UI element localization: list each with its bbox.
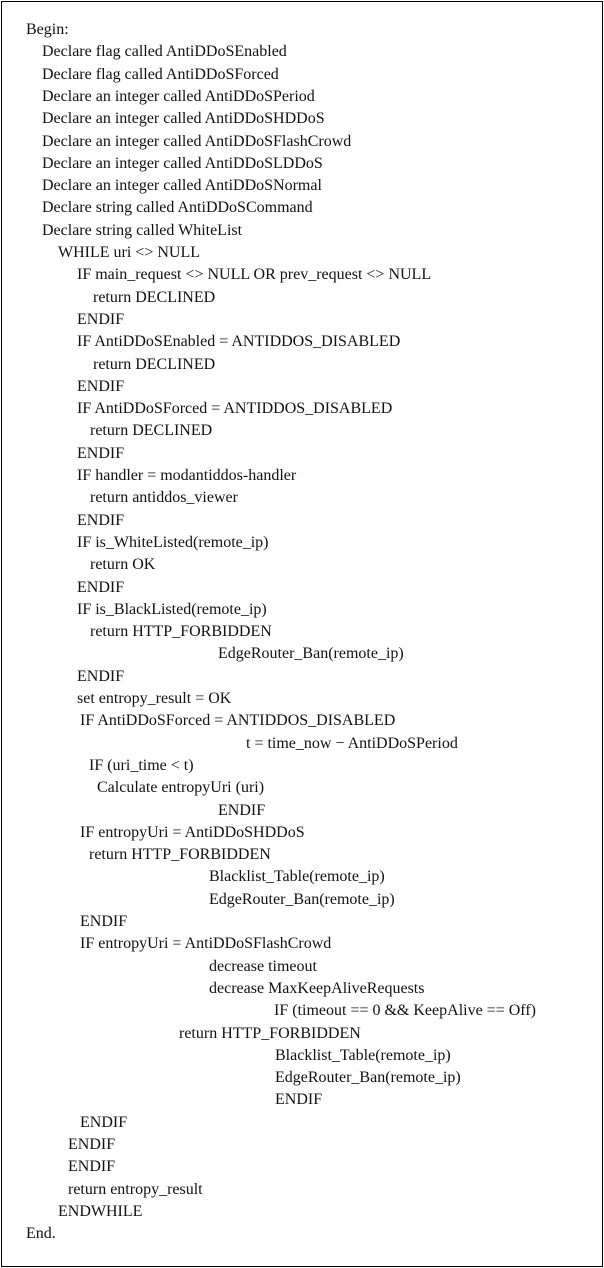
code-line: t = time_now − AntiDDoSPeriod <box>246 735 458 752</box>
code-line: End. <box>26 1225 56 1242</box>
code-line: return HTTP_FORBIDDEN <box>89 846 271 863</box>
code-line: Blacklist_Table(remote_ip) <box>275 1047 451 1064</box>
pseudocode-listing <box>2 2 602 1266</box>
code-line: Begin: <box>26 21 69 38</box>
code-line: IF AntiDDoSEnabled = ANTIDDOS_DISABLED <box>77 333 401 350</box>
code-line: ENDIF <box>77 445 125 462</box>
code-line: IF main_request <> NULL OR prev_request <> NULL <box>77 266 432 283</box>
code-line: EdgeRouter_Ban(remote_ip) <box>209 891 395 908</box>
code-line: Declare an integer called AntiDDoSNormal <box>42 177 322 194</box>
code-line: return DECLINED <box>90 422 213 439</box>
code-line: IF entropyUri = AntiDDoSHDDoS <box>80 824 305 841</box>
code-line: Calculate entropyUri (uri) <box>97 779 265 796</box>
code-line: Declare an integer called AntiDDoSFlashCrowd <box>42 133 352 150</box>
code-line: IF is_BlackListed(remote_ip) <box>77 601 267 618</box>
code-line: IF handler = modantiddos-handler <box>77 467 297 484</box>
code-line: ENDIF <box>77 579 125 596</box>
code-line: ENDIF <box>80 913 128 930</box>
code-line: ENDIF <box>68 1158 116 1175</box>
code-line: ENDIF <box>77 311 125 328</box>
code-line: ENDIF <box>68 1136 116 1153</box>
code-line: ENDIF <box>275 1091 323 1108</box>
code-line: IF is_WhiteListed(remote_ip) <box>77 534 269 551</box>
pseudocode-frame <box>1 1 603 1267</box>
code-line: Declare flag called AntiDDoSForced <box>42 66 279 83</box>
code-line: return entropy_result <box>68 1181 203 1198</box>
code-line: Declare an integer called AntiDDoSLDDoS <box>42 155 323 172</box>
code-line: EdgeRouter_Ban(remote_ip) <box>275 1069 461 1086</box>
code-line: ENDIF <box>77 512 125 529</box>
code-line: return OK <box>90 556 156 573</box>
code-line: ENDIF <box>80 1114 128 1131</box>
code-line: IF AntiDDoSForced = ANTIDDOS_DISABLED <box>80 712 396 729</box>
code-line: IF (timeout == 0 && KeepAlive == Off) <box>274 1002 536 1019</box>
code-line: return HTTP_FORBIDDEN <box>179 1025 361 1042</box>
code-line: ENDIF <box>218 802 266 819</box>
code-line: return antiddos_viewer <box>90 489 238 506</box>
code-line: return HTTP_FORBIDDEN <box>90 623 272 640</box>
code-line: decrease MaxKeepAliveRequests <box>209 980 425 997</box>
code-line: Blacklist_Table(remote_ip) <box>209 868 385 885</box>
code-line: ENDWHILE <box>58 1203 143 1220</box>
code-line: Declare flag called AntiDDoSEnabled <box>42 43 287 60</box>
code-line: IF AntiDDoSForced = ANTIDDOS_DISABLED <box>77 400 393 417</box>
code-line: ENDIF <box>77 668 125 685</box>
code-line: IF entropyUri = AntiDDoSFlashCrowd <box>80 935 332 952</box>
code-line: return DECLINED <box>93 356 216 373</box>
code-line: EdgeRouter_Ban(remote_ip) <box>218 645 404 662</box>
code-line: decrease timeout <box>209 958 317 975</box>
code-line: set entropy_result = OK <box>77 690 232 707</box>
code-line: return DECLINED <box>93 289 216 306</box>
code-line: IF (uri_time < t) <box>89 757 194 774</box>
code-line: Declare an integer called AntiDDoSHDDoS <box>42 110 325 127</box>
code-line: Declare an integer called AntiDDoSPeriod <box>42 88 315 105</box>
code-line: Declare string called WhiteList <box>42 222 243 239</box>
code-line: Declare string called AntiDDoSCommand <box>42 199 313 216</box>
code-line: WHILE uri <> NULL <box>58 244 201 261</box>
code-line: ENDIF <box>77 378 125 395</box>
